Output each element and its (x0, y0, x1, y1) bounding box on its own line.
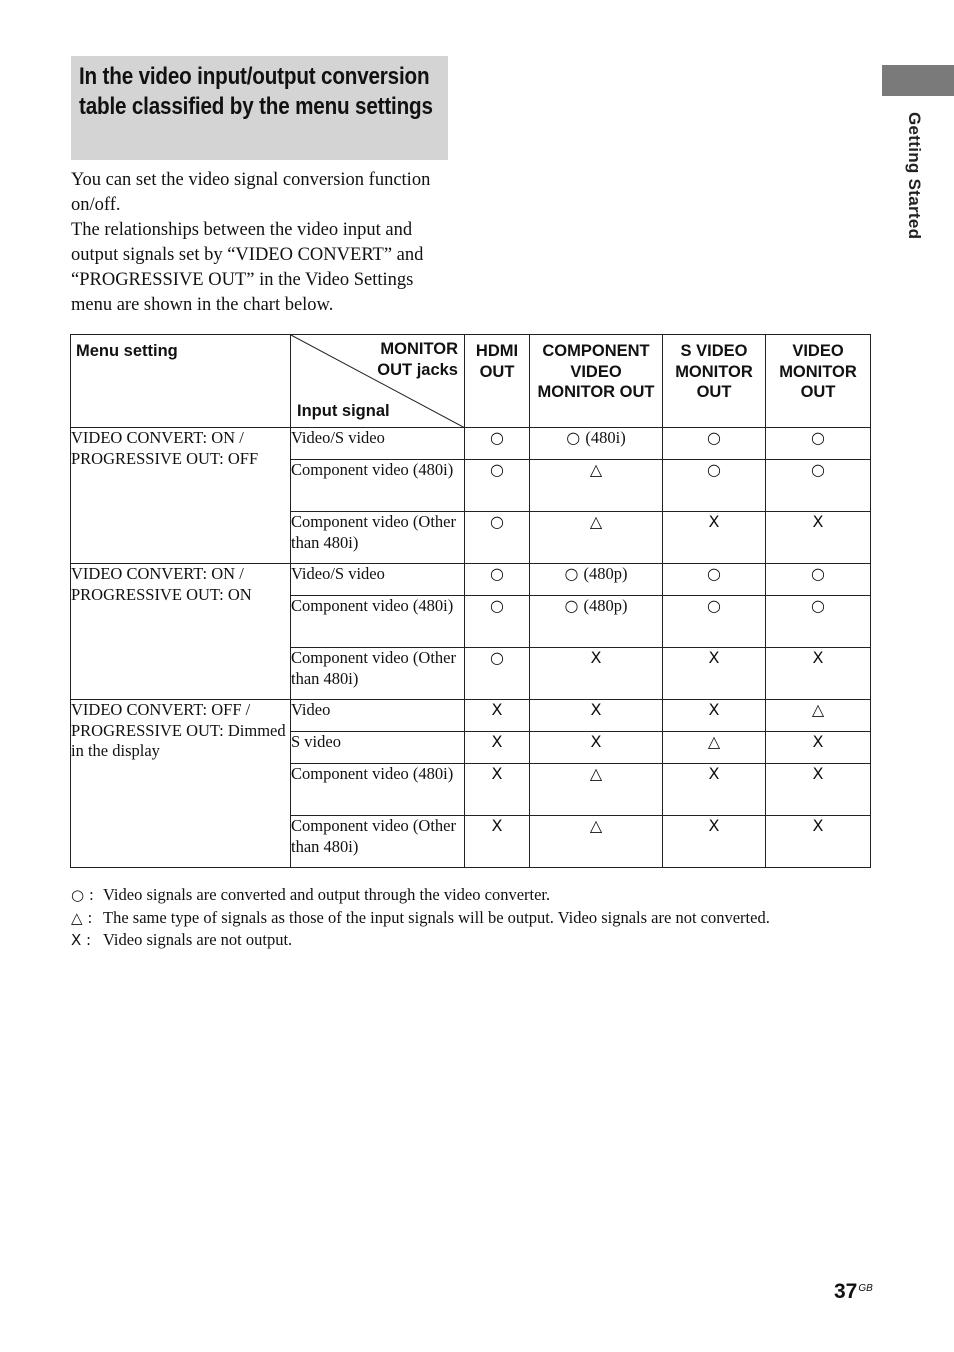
s-video-cell: ○ (663, 428, 766, 460)
hdmi-cell: ○ (465, 564, 530, 596)
header-hdmi-out: HDMI OUT (465, 335, 530, 428)
component-cell (530, 428, 663, 460)
header-s-video-monitor-out: S VIDEO MONITOR OUT (663, 335, 766, 428)
header-menu-setting: Menu setting (71, 335, 291, 428)
input-signal-cell: Component video (Other than 480i) (291, 816, 465, 868)
table-row (71, 564, 871, 596)
header-diagonal-cell (291, 335, 465, 428)
input-signal-cell: Component video (480i) (291, 596, 465, 648)
legend-item: X : Video signals are not output. (71, 929, 770, 952)
legend-text: Video signals are converted and output through the video converter. (103, 885, 551, 904)
hdmi-cell: ○ (465, 648, 530, 700)
component-note: (480p) (583, 596, 628, 615)
intro-paragraph-1: You can set the video signal conversion function on/off. (71, 170, 431, 215)
page-region-suffix: GB (858, 1283, 873, 1294)
conversion-table (70, 334, 871, 868)
cross-symbol-icon: X (71, 931, 82, 949)
section-tab-marker (882, 65, 954, 96)
hdmi-cell: X (465, 732, 530, 764)
component-note: (480p) (583, 564, 628, 583)
hdmi-cell: ○ (465, 460, 530, 512)
s-video-cell: ○ (663, 564, 766, 596)
video-cell: X (766, 648, 871, 700)
hdmi-cell: ○ (465, 596, 530, 648)
header-monitor-out-jacks: MONITOR OUT jacks (377, 340, 458, 379)
component-symbol: ○ (564, 564, 579, 583)
table-header-row (71, 335, 871, 428)
input-signal-cell: Component video (480i) (291, 460, 465, 512)
header-component-video-monitor-out: COMPONENT VIDEO MONITOR OUT (530, 335, 663, 428)
legend-text: The same type of signals as those of the input signals will be output. Video signals are not converted. (103, 907, 770, 927)
table-row (71, 428, 871, 460)
component-note: (480i) (585, 428, 626, 447)
component-symbol: X (590, 648, 602, 667)
s-video-cell: ○ (663, 596, 766, 648)
input-signal-cell: S video (291, 732, 465, 764)
circle-symbol-icon: ○ (71, 886, 85, 904)
legend-text: Video signals are not output. (103, 930, 293, 949)
page-number (834, 1280, 873, 1304)
header-input-signal: Input signal (297, 401, 390, 420)
hdmi-cell: X (465, 700, 530, 732)
s-video-cell: ○ (663, 460, 766, 512)
menu-setting-cell: VIDEO CONVERT: OFF / PROGRESSIVE OUT: Dimmed in the display (71, 700, 291, 868)
input-signal-cell: Video/S video (291, 564, 465, 596)
s-video-cell: X (663, 700, 766, 732)
hdmi-cell: X (465, 816, 530, 868)
legend-item: △ : The same type of signals as those of the input signals will be output. Video signals are not converted. (71, 907, 770, 930)
component-symbol: △ (589, 816, 603, 835)
section-side-label: Getting Started (905, 112, 924, 240)
input-signal-cell: Component video (Other than 480i) (291, 512, 465, 564)
legend-item: ○ : Video signals are converted and output through the video converter. (71, 884, 770, 907)
component-cell (530, 648, 663, 700)
component-cell (530, 564, 663, 596)
video-cell: X (766, 512, 871, 564)
video-cell: ○ (766, 564, 871, 596)
video-cell: ○ (766, 428, 871, 460)
input-signal-cell: Component video (Other than 480i) (291, 648, 465, 700)
heading-box (71, 56, 448, 160)
s-video-cell: X (663, 648, 766, 700)
intro-text (71, 168, 451, 318)
section-heading: In the video input/output conversion table classified by the menu settings (79, 63, 433, 120)
video-cell: X (766, 732, 871, 764)
table-row (71, 700, 871, 732)
component-symbol: X (590, 700, 602, 719)
video-cell: △ (766, 700, 871, 732)
hdmi-cell: ○ (465, 512, 530, 564)
video-cell: ○ (766, 460, 871, 512)
intro-paragraph-2: The relationships between the video input and output signals set by “VIDEO CONVERT” and “PROGRESSIVE OUT” in the Video Settings menu are shown in the chart below. (71, 220, 424, 315)
page-number-value: 37 (834, 1280, 858, 1303)
menu-setting-cell: VIDEO CONVERT: ON / PROGRESSIVE OUT: OFF (71, 428, 291, 564)
menu-setting-cell: VIDEO CONVERT: ON / PROGRESSIVE OUT: ON (71, 564, 291, 700)
triangle-symbol-icon: △ (71, 908, 83, 927)
input-signal-cell: Video/S video (291, 428, 465, 460)
component-symbol: X (590, 732, 602, 751)
video-cell: X (766, 816, 871, 868)
component-cell (530, 512, 663, 564)
header-video-monitor-out: VIDEO MONITOR OUT (766, 335, 871, 428)
component-symbol: △ (589, 512, 603, 531)
s-video-cell: X (663, 816, 766, 868)
s-video-cell: △ (663, 732, 766, 764)
input-signal-cell: Component video (480i) (291, 764, 465, 816)
component-symbol: ○ (564, 596, 579, 615)
s-video-cell: X (663, 764, 766, 816)
hdmi-cell: ○ (465, 428, 530, 460)
video-cell: X (766, 764, 871, 816)
component-symbol: ○ (566, 428, 581, 447)
video-cell: ○ (766, 596, 871, 648)
input-signal-cell: Video (291, 700, 465, 732)
component-cell (530, 700, 663, 732)
component-symbol: △ (589, 460, 603, 479)
component-cell (530, 460, 663, 512)
component-cell (530, 596, 663, 648)
component-cell (530, 764, 663, 816)
hdmi-cell: X (465, 764, 530, 816)
legend (71, 884, 770, 952)
s-video-cell: X (663, 512, 766, 564)
component-cell (530, 816, 663, 868)
component-cell (530, 732, 663, 764)
component-symbol: △ (589, 764, 603, 783)
